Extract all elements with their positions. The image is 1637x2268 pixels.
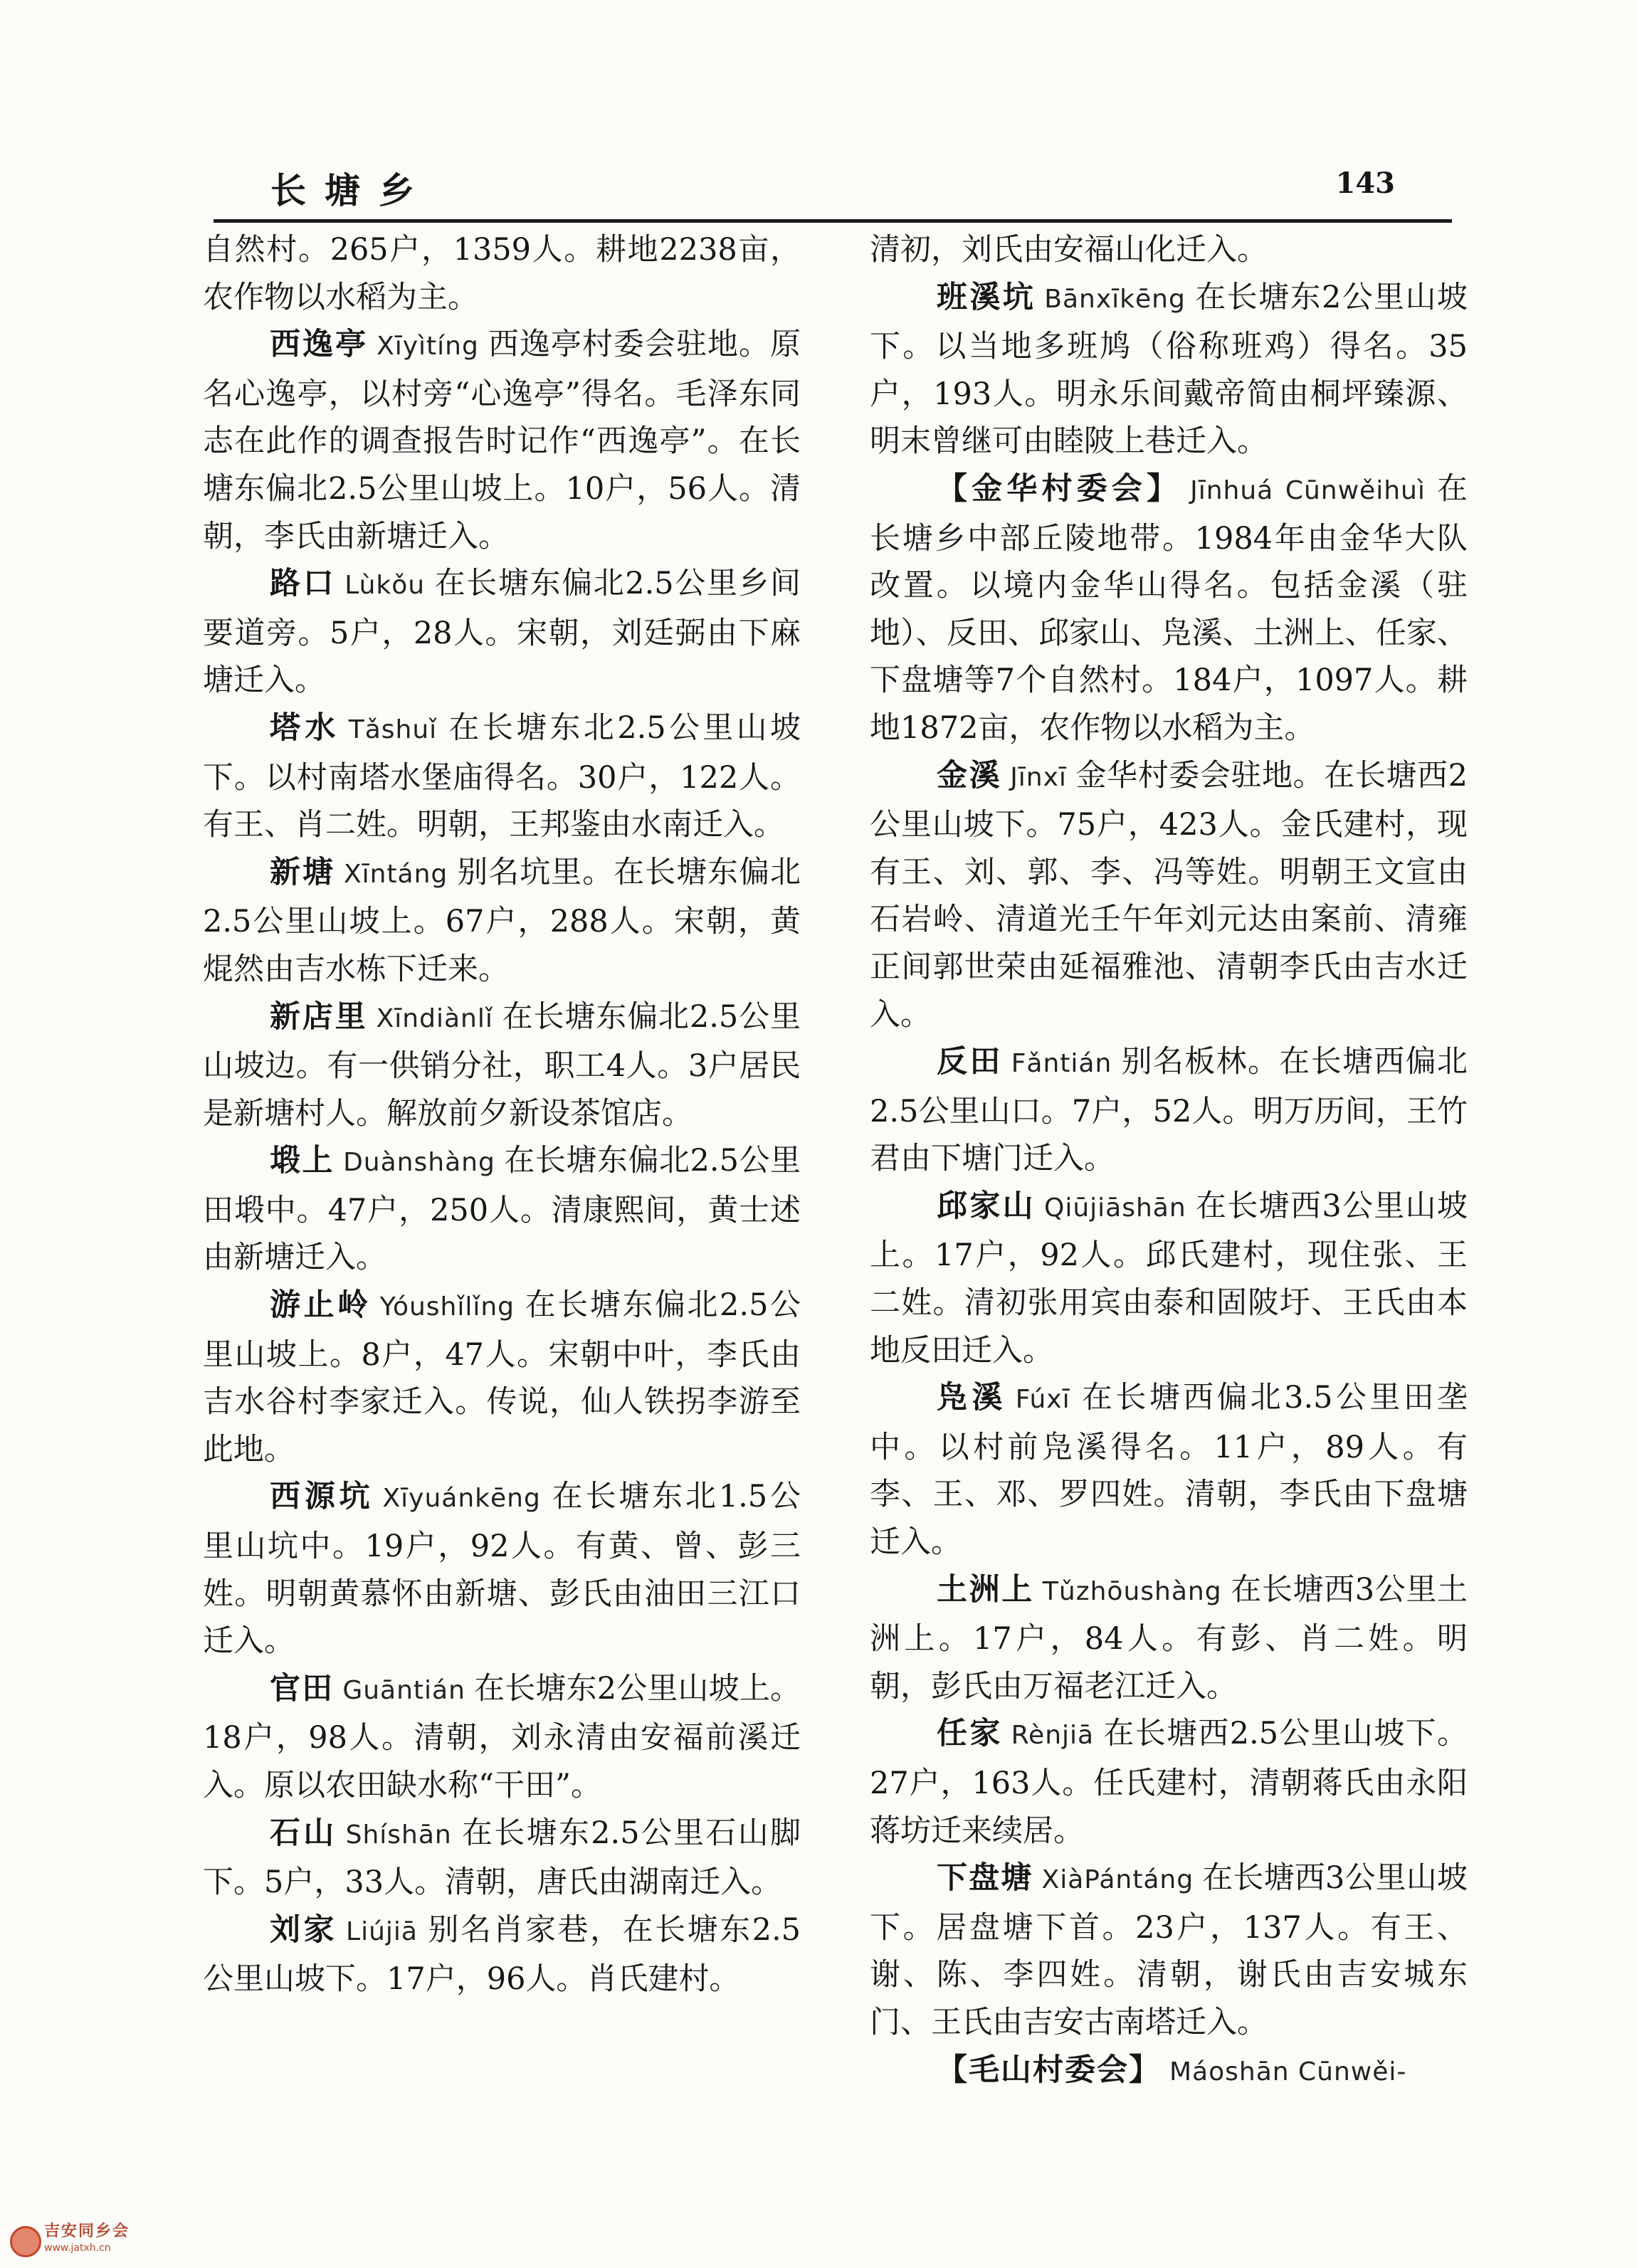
entry-text: 在长塘西2.5公里山坡下。27户，163人。任氏建村，清朝蒋氏由永阳蒋坊迁来续居。 [870, 1716, 1468, 1849]
entry-text: 在长塘西3公里土洲上。17户，84人。有彭、肖二姓。明朝，彭氏由万福老江迁入。 [870, 1571, 1468, 1704]
entry-tuzhoushang [870, 1566, 1468, 1711]
entry-text: 在长塘东2.5公里石山脚下。5户，33人。清朝，唐氏由湖南迁入。 [203, 1815, 801, 1901]
watermark [44, 2219, 130, 2254]
entry-xindianli [203, 993, 801, 1138]
header-rule [214, 219, 1452, 223]
entry-text: 在长塘东2公里山坡上。18户，98人。清朝，刘永清由安福前溪迁入。原以农田缺水称“干田”。 [203, 1670, 801, 1803]
page-number: 143 [1335, 167, 1395, 200]
entry-jinxi [870, 752, 1468, 1039]
entry-qiujiashan [870, 1183, 1468, 1374]
entry-pinyin: Qiūjiāshān [1044, 1193, 1186, 1223]
entry-text: 在长塘东2公里山坡下。以当地多班鸠（俗称班鸡）得名。35户，193人。明永乐间戴帝简由桐坪臻源、明末曾继可由睦陂上巷迁入。 [870, 279, 1468, 460]
entry-name: 游止岭 [270, 1287, 372, 1324]
watermark-seal-icon [10, 2226, 41, 2257]
entry-banxikeng [870, 274, 1468, 465]
entry-pinyin: Lùkǒu [344, 571, 426, 601]
entry-jinhua-committee [870, 465, 1468, 752]
entry-xiyuankeng [203, 1473, 801, 1665]
entry-name: 路口 [270, 566, 337, 602]
entry-pinyin: Shíshān [345, 1820, 452, 1850]
entry-name: 金溪 [937, 757, 1002, 793]
entry-name: 塔水 [270, 710, 340, 746]
entry-guantian [203, 1665, 801, 1810]
book-title: 长塘乡 [270, 170, 433, 211]
entry-text: 在长塘东偏北2.5公里山坡边。有一供销分社，职工4人。3户居民是新塘村人。解放前夕新设茶馆店。 [203, 998, 801, 1132]
entry-renjia [870, 1710, 1468, 1855]
entry-pinyin: Guāntián [342, 1675, 465, 1705]
entry-pinyin: Máoshān Cūnwěi- [1169, 2057, 1407, 2087]
entry-liujia [203, 1906, 801, 2003]
entry-pinyin: Xīyìtíng [377, 332, 479, 362]
entry-text: 金华村委会驻地。在长塘西2公里山坡下。75户，423人。金氏建村，现有王、刘、郭、李、冯等姓。明朝王文宣由石岩岭、清道光壬午年刘元达由案前、清雍正间郭世荣由延福雅池、清朝李氏由吉水迁入。 [870, 757, 1468, 1033]
entry-name: 西逸亭 [270, 327, 369, 363]
entry-text: 在长塘西3公里山坡上。17户，92人。邱氏建村，现住张、王二姓。清初张用宾由泰和固陂圩、王氏由本地反田迁入。 [870, 1188, 1468, 1368]
entry-lukou [203, 560, 801, 705]
entry-name: 塅上 [270, 1143, 335, 1179]
entry-name: 西源坑 [270, 1479, 374, 1515]
entry-pinyin: Jīnhuá Cūnwěihuì [1190, 475, 1426, 505]
entry-duanshang [203, 1137, 801, 1282]
entry-text: 别名板林。在长塘西偏北2.5公里山口。7户，52人。明万历间，王竹君由下塘门迁入。 [870, 1044, 1468, 1177]
entry-name: 下盘塘 [937, 1860, 1033, 1897]
entry-fantian [870, 1038, 1468, 1183]
entry-pinyin: Tǔzhōushàng [1042, 1576, 1222, 1606]
entry-name: 班溪坑 [937, 279, 1036, 315]
entry-pinyin: Rènjiā [1011, 1721, 1095, 1751]
entry-text: 在长塘东偏北2.5公里山坡上。8户，47人。宋朝中叶，李氏由吉水谷村李家迁入。传说，仙人铁拐李游至此地。 [203, 1287, 801, 1467]
entry-pinyin: Xīyuánkēng [382, 1484, 541, 1514]
entry-text: 在长塘东偏北2.5公里乡间要道旁。5户，28人。宋朝，刘廷弼由下麻塘迁入。 [203, 566, 801, 699]
committee-heading: 【金华村委会】 [937, 470, 1182, 507]
entry-pinyin: Jīnxī [1010, 762, 1067, 792]
entry-name: 凫溪 [937, 1380, 1007, 1416]
entry-text: 在长塘东北1.5公里山坑中。19户，92人。有黄、曾、彭三姓。明朝黄慕怀由新塘、彭氏由油田三江口迁入。 [203, 1479, 801, 1660]
entry-pinyin: Xīndiànlǐ [376, 1003, 493, 1033]
entry-pinyin: Fǎntián [1011, 1049, 1112, 1079]
entry-name: 石山 [270, 1815, 337, 1851]
entry-tashui [203, 705, 801, 849]
entry-text: 在长塘东北2.5公里山坡下。以村南塔水堡庙得名。30户，122人。有王、肖二姓。明朝，王邦鉴由水南迁入。 [203, 710, 801, 843]
entry-youzhiling [203, 1282, 801, 1473]
entry-name: 官田 [270, 1670, 335, 1707]
entry-pinyin: Yóushǐlǐng [379, 1292, 515, 1322]
entry-fuxi [870, 1374, 1468, 1566]
left-column [203, 226, 801, 2003]
entry-name: 邱家山 [937, 1188, 1036, 1224]
entry-text: 在长塘西偏北3.5公里田垄中。以村前凫溪得名。11户，89人。有李、王、邓、罗四姓。清朝，李氏由下盘塘迁入。 [870, 1380, 1468, 1561]
entry-continuation: 清初，刘氏由安福山化迁入。 [870, 232, 1268, 268]
entry-text: 在长塘乡中部丘陵地带。1984年由金华大队改置。以境内金华山得名。包括金溪（驻地）、反田、邱家山、凫溪、土洲上、任家、下盘塘等7个自然村。184户，1097人。耕地1872亩，农作物以水稻为主。 [870, 470, 1468, 746]
entry-pinyin: XiàPántáng [1041, 1865, 1194, 1895]
entry-text: 在长塘西3公里山坡下。居盘塘下首。23户，137人。有王、谢、陈、李四姓。清朝，谢氏由吉安城东门、王氏由吉安古南塔迁入。 [870, 1860, 1468, 2040]
entry-text: 在长塘东偏北2.5公里田塅中。47户，250人。清康熙间，黄士述由新塘迁入。 [203, 1143, 801, 1276]
entry-continuation: 自然村。265户，1359人。耕地2238亩，农作物以水稻为主。 [203, 232, 801, 315]
entry-pinyin: Tǎshuǐ [348, 714, 438, 744]
page-header [214, 162, 1452, 211]
entry-xiyiting [203, 321, 801, 560]
watermark-url: www.jatxh.cn [44, 2242, 111, 2254]
watermark-site-name: 吉安同乡会 [44, 2222, 130, 2240]
right-column [870, 226, 1468, 2096]
entry-shishan [203, 1810, 801, 1906]
entry-name: 新店里 [270, 998, 368, 1035]
entry-pinyin: Fúxī [1015, 1385, 1070, 1415]
entry-pinyin: Duànshàng [343, 1148, 495, 1178]
entry-pinyin: Xīntáng [343, 859, 448, 889]
entry-name: 刘家 [270, 1911, 338, 1948]
entry-name: 新塘 [270, 854, 335, 890]
entry-text: 别名肖家巷，在长塘东2.5公里山坡下。17户，96人。肖氏建村。 [203, 1911, 801, 1998]
entry-pinyin: Bānxīkēng [1044, 284, 1186, 314]
entry-name: 反田 [937, 1044, 1003, 1080]
entry-text: 别名坑里。在长塘东偏北2.5公里山坡上。67户，288人。宋朝，黄焜然由吉水栋下迁来。 [203, 854, 801, 987]
entry-text: 西逸亭村委会驻地。原名心逸亭，以村旁“心逸亭”得名。毛泽东同志在此作的调查报告时记作“西逸亭”。在长塘东偏北2.5公里山坡上。10户，56人。清朝，李氏由新塘迁入。 [203, 327, 801, 554]
entry-xiapantang [870, 1855, 1468, 2046]
entry-pinyin: Liújiā [346, 1916, 418, 1946]
entry-xintang [203, 849, 801, 993]
entry-name: 任家 [937, 1716, 1003, 1752]
entry-maoshan-committee [870, 2047, 1468, 2096]
entry-name: 土洲上 [937, 1571, 1034, 1608]
committee-heading: 【毛山村委会】 [937, 2052, 1161, 2088]
